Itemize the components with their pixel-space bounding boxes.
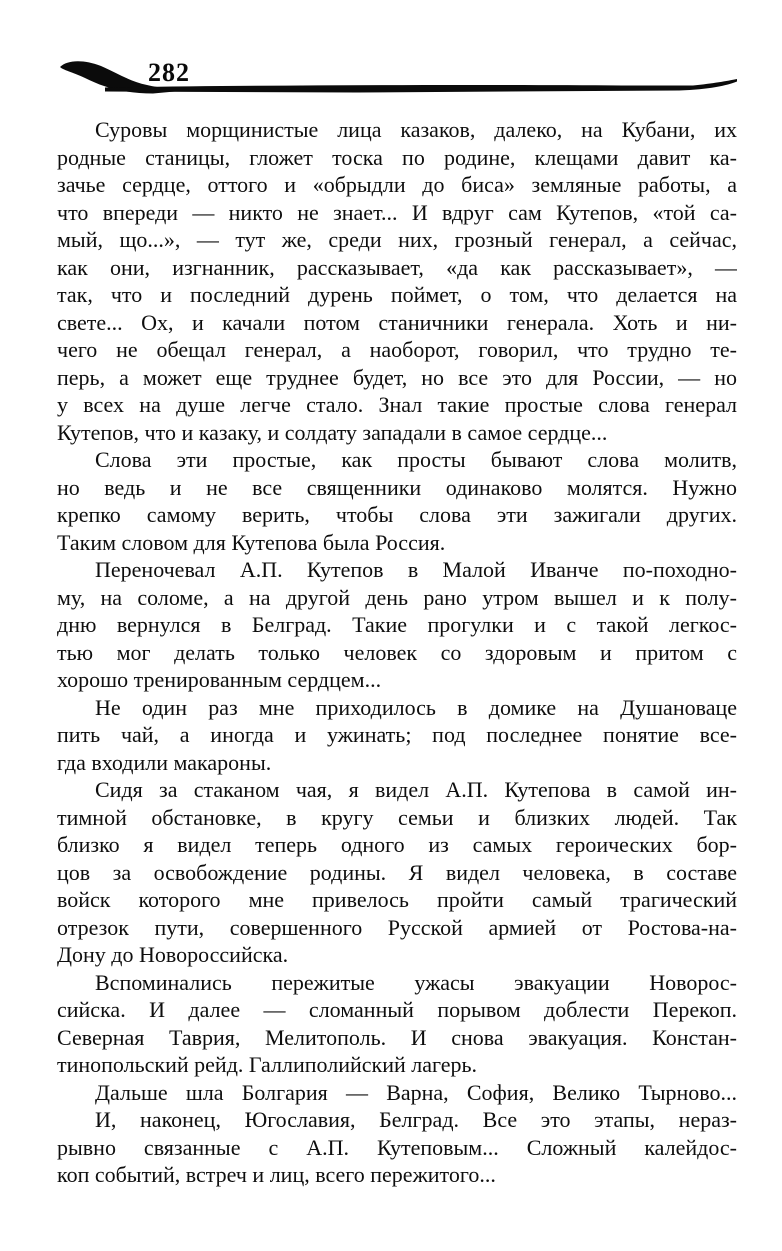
- text-line: гда входили макароны.: [57, 749, 272, 775]
- text-line: так, что и последний дурень поймет, о том, что делается на: [57, 282, 737, 307]
- text-line: как они, изгнанник, рассказывает, «да как рассказывает», —: [57, 254, 737, 280]
- text-line: хорошо тренированным сердцем...: [57, 667, 382, 692]
- text-line: Суровы морщинистые лица казаков, далеко, на Кубани, их: [95, 117, 737, 142]
- text-line: свете... Ох, и качали потом станичники генерала. Хоть и ни-: [57, 309, 737, 335]
- text-line: Вспоминались пережитые ужасы эвакуации Новорос-: [95, 969, 737, 995]
- text-line: мый, що...», — тут же, среди них, грозный генерал, а сейчас,: [57, 227, 737, 252]
- text-line: Сидя за стаканом чая, я видел А.П. Кутепова в самой ин-: [95, 777, 737, 802]
- text-line: дню вернулся в Белград. Такие прогулки и с такой легкос-: [57, 612, 737, 637]
- text-line: отрезок пути, совершенного Русской армией от Ростова-на-: [57, 914, 737, 940]
- text-line: Северная Таврия, Мелитополь. И снова эвакуация. Констан-: [57, 1024, 737, 1050]
- text-line: войск которого мне привелось пройти самый трагический: [57, 887, 737, 912]
- text-line: Слова эти простые, как просты бывают слова молитв,: [95, 447, 737, 472]
- text-line: Дону до Новороссийска.: [57, 942, 289, 967]
- text-line: Кутепов, что и казаку, и солдату западали в самое сердце...: [57, 419, 608, 445]
- text-line: тимной обстановке, в кругу семьи и близких людей. Так: [57, 804, 737, 830]
- flourish-rule: [105, 79, 737, 93]
- text-line: рывно связанные с А.П. Кутеповым... Сложный калейдос-: [57, 1134, 737, 1160]
- text-line: но ведь и не все священники одинаково молятся. Нужно: [57, 474, 737, 500]
- text-line: у всех на душе легче стало. Знал такие простые слова генерал: [57, 392, 737, 417]
- text-line: Дальше шла Болгария — Варна, София, Велико Тырново...: [95, 1079, 737, 1105]
- page-number: 282: [148, 58, 190, 87]
- text-line: зачье сердце, оттого и «обрыдли до биса» земляные работы, а: [57, 172, 737, 197]
- text-line: цов за освобождение родины. Я видел человека, в составе: [57, 859, 737, 885]
- text-line: чего не обещал генерал, а наоборот, говорил, что трудно те-: [57, 337, 737, 362]
- text-line: близко я видел теперь одного из самых героических бор-: [57, 832, 737, 857]
- text-line: сийска. И далее — сломанный порывом доблести Перекоп.: [57, 997, 737, 1022]
- text-line: пить чай, а иногда и ужинать; под последнее понятие все-: [57, 722, 737, 747]
- text-line: И, наконец, Югославия, Белград. Все это этапы, нераз-: [95, 1107, 737, 1132]
- text-line: тью мог делать только человек со здоровым и притом с: [57, 639, 737, 665]
- text-line: Не один раз мне приходилось в домике на Душановаце: [95, 694, 737, 720]
- text-line: крепко самому верить, чтобы слова эти зажигали других.: [57, 502, 737, 527]
- text-line: Переночевал А.П. Кутепов в Малой Иванче по-походно-: [95, 557, 737, 582]
- text-line: что впереди — никто не знает... И вдруг сам Кутепов, «той са-: [57, 199, 737, 225]
- text-line: му, на соломе, а на другой день рано утром вышел и к полу-: [57, 584, 737, 610]
- text-line: Таким словом для Кутепова была Россия.: [57, 529, 446, 555]
- text-line: родные станицы, гложет тоска по родине, клещами давит ка-: [57, 144, 737, 170]
- text-line: тинопольский рейд. Галлиполийский лагерь.: [57, 1052, 478, 1077]
- text-line: перь, а может еще труднее будет, но все это для России, — но: [57, 364, 737, 390]
- page-body-text: [57, 116, 737, 1189]
- text-line: коп событий, встреч и лиц, всего пережитого...: [57, 1162, 496, 1187]
